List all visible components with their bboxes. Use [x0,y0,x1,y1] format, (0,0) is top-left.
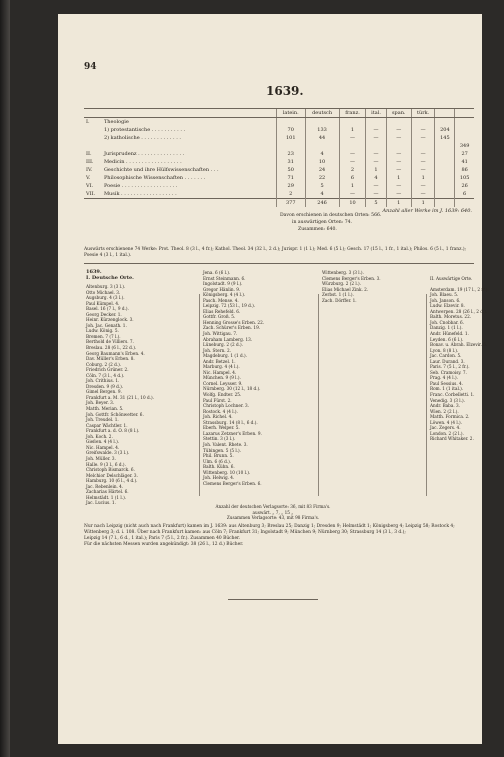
list-item: Henning Grosse's Erben. 22. [203,319,265,325]
list-item: Königsberg. 4 (4 l.). [203,292,246,298]
list-item: München. 9 (9 l.). [203,375,241,381]
list-item: Otto Michael. 3. [86,289,121,295]
list-item: Joh. Treudel. 1. [86,417,119,423]
list-item: Ludw. Elzevir. 8. [430,303,465,309]
list-item: Friedrich Grüner. 2. [86,367,129,373]
table-row: I. Theologie [84,118,474,127]
list-item: Wien. 2 (2 l.). [430,408,459,414]
list-item: Matth. Merian. 5. [86,406,124,412]
table-row: III. Medicin . . . . . . . . . . . . . . . . . . 31 10 — — — — 41 [84,158,474,166]
summary-line-1: Davon erschienen in deutschen Orten: 566. [280,213,382,218]
totals-row: 377 246 10 5 1 1 [84,199,474,208]
list-item: Gießen. 4 (4 l.). [86,439,120,445]
list-item: Strassburg. 14 (8 l., 6 d.). [203,419,258,425]
list-item: Lazarus Zetzner's Erben. 9. [203,430,262,436]
column-foreign-places [430,270,489,459]
left-column-heading [86,270,134,281]
list-item: Coburg. 2 (2 d.). [86,361,122,367]
column-rule [199,294,200,496]
list-item: Georg Decker. 1. [86,311,122,317]
table-row: VII. Musik . . . . . . . . . . . . . . . . . . 2 4 — — — — 6 [84,190,474,199]
list-item: Venedig. 3 (3 l.). [430,397,465,403]
list-item: Melchior Delschläger. 3. [86,472,138,478]
list-item: Clemens Berger's Erben. 3. [322,275,381,281]
list-item: Wittenberg. 3 (3 l.). [322,270,364,275]
list-item: Löwen. 4 (4 l.). [430,419,462,425]
list-item: Joh. Gottfr. Schönwetter. 6. [86,411,144,417]
list-item: Stettin. 3 (3 l.). [203,436,236,442]
list-item: Joh. Richel. 4. [203,414,233,420]
list-item: Jena. 6 (6 l.). [203,270,231,275]
table-row: IV. Geschichte und ihre Hülfswissenschaften . . . 50 24 2 1 — — 86 [84,166,474,174]
list-item: Halle. 9 (3 l., 6 d.). [86,461,126,467]
list-item: Basel. 16 (7 l., 9 d.). [86,306,129,312]
column-german-places-1 [86,284,194,506]
places-totals: Anzahl der deutschen Verlagsorte: 36, mit 83 Firma's. auswärt. „ 7, „ 15 „ Zusammen Verlagsorte: 43, mit 98 Firma's. [215,504,331,521]
total-note-row: Anzahl aller Werke im J. 1639: 640. [382,208,472,214]
col-franz: franz. [339,109,366,118]
list-item: Dav. Müller's Erben. 8. [86,356,135,362]
list-item: Rom. 1 (1 ital.). [430,386,464,392]
list-item: Pasch. Mense. 4. [203,297,239,303]
list-item: Bremen. 7 (7 l.). [86,333,121,339]
list-item: Bonav. u. Abrah. Elzevir. 6. [430,342,488,348]
list-item: Würzburg. 2 (2 l.). [322,281,362,287]
list-item: Jac. Rebenlein. 4. [86,483,124,489]
list-item: Frankfurt a. M. 31 (21 l., 10 d.). [86,394,154,400]
list-item: Jac. Cardon. 5. [430,353,462,359]
statistics-table [84,108,474,215]
footnote: Nur nach Leipzig (nicht auch nach Frankfurt) kamen im J. 1639: aus Altenburg 3; Breslau 25; Danzig 1; Dresden 9; Helmstädt 1; Königsberg 4; Leipzig 58; Rostock 4; Wittenberg 3; d. i. 108. Über nach Frankfurt kamen: aus Cöln 7; Frankfurt 31; Ingolstadt 9; München 9; Nürnberg 30; Strassburg 14 (3 l., 3 d.); Leipzig 14 (7 l., 6 d., 1 ital.); Paris 7 (5 l., 2 fr.). Zusammen 40 Bücher. Für die nächsten Messen wurden angekündigt: 38 (26 l., 12 d.) Bücher. [84,524,455,547]
list-item: Paul Fürst. 2. [203,397,232,403]
list-item: Ludw. König. 5. [86,328,119,334]
list-item: Joh. Müller. 3. [86,455,116,461]
list-item: Dresden. 9 (9 d.). [86,383,124,389]
list-item: Joh. Helwig. 4. [203,475,235,481]
table-row: 1) protestantische . . . . . . . . . . . 70 133 1 — — — 204 [84,126,474,134]
table-row: 349 [84,142,474,150]
list-item: Nic. Hampel. 4. [86,444,120,450]
list-item: Gregor Hänlin. 9. [203,286,241,292]
list-item: Leipzig. 72 (53 l., 19 d.). [203,303,256,309]
list-item: Leyden. 6 (6 l.). [430,336,464,342]
list-item: Nürnberg. 30 (12 l., 18 d.). [203,386,261,392]
summary-line-2: in auswärtigen Orten: 74. [292,220,353,225]
book-page [58,14,489,744]
column-rule [318,294,319,496]
list-item: Caspar Wächtler. 1. [86,422,128,428]
list-item: Gottfr. Groß. 5. [203,314,236,320]
list-item: Georg Baumann's Erben. 4. [86,350,145,356]
list-item [203,486,313,492]
book-binding-edge [0,0,10,757]
list-item: Elias Michael Zink. 2. [322,286,369,292]
list-item: Andr. Betzel. 1. [203,358,236,364]
list-item: Jac. Zegers. 4. [430,425,461,431]
list-item [430,453,480,459]
list-item: Breslau. 28 (6 l., 22 d.). [86,345,137,351]
col-turk: türk. [411,109,435,118]
list-item: Hamburg. 10 (6 l., 4 d.). [86,478,138,484]
list-item: II. Auswärtige Orte. [430,275,473,281]
list-item: Joh. Wittigau. 7. [203,331,238,337]
list-item: Zach. Schürer's Erben. 19. [203,325,261,331]
left-heading-year: 1639. [86,269,102,275]
col-deutsch: deutsch [305,109,339,118]
list-item: Joh. Blaeu. 5. [430,292,459,298]
list-item: Cornel. Leysser. 9. [203,380,243,386]
list-item: Christoph Bismarck. 6. [86,467,135,473]
list-item: Zacharias Härtel. 6. [86,489,129,495]
list-item: Ernst Steinmann. 6. [203,275,246,281]
table-row: V. Philosophische Wissenschaften . . . . . . . 71 22 6 4 1 1 105 [84,174,474,182]
list-item: Andr. Hünefeld. 1. [430,331,469,337]
list-item: Gimel Bergen. 9. [86,389,122,395]
list-item: Amsterdam. 19 (17 l., 2 fr.). [430,286,489,292]
col-ital: ital. [366,109,386,118]
column-german-places-3 [322,270,422,303]
col-span: span. [386,109,411,118]
list-item: Lyon. 8 (8 l.). [430,347,459,353]
table-row: 2) katholische . . . . . . . . . . . . . 101 44 — — — — 145 [84,134,474,142]
list-item: Zerbst. 1 (1 l.). [322,292,354,298]
list-item: Joh. Koch. 2. [86,433,113,439]
list-item: Joh. Stern. 2. [203,347,231,353]
list-item: Augsburg. 4 (3 l.). [86,295,125,301]
list-item: Frankfurt a. d. O. 8 (8 l.). [86,428,140,434]
list-item: Franc. Corbelletti. 1. [430,392,475,398]
list-item: Andr. Baba. 3. [430,403,461,409]
list-item: Paris. 7 (5 l., 2 fr.). [430,364,470,370]
table-row: II. Jurisprudenz . . . . . . . . . . . . . . . 23 4 — — — — 27 [84,150,474,158]
list-item: Abraham Lamberg. 13. [203,336,253,342]
list-item: Joh. Cnobbar. 6. [430,319,465,325]
left-heading-sub: I. Deutsche Orte. [86,274,134,281]
list-item: Laur. Durand. 3. [430,358,465,364]
divider [84,263,474,264]
list-item: Greifswalde. 3 (3 l.). [86,450,130,456]
list-item: Berthold de Villiers. 7. [86,339,134,345]
end-rule [228,599,318,600]
list-item: Jac. Lucius. 1. [86,500,116,506]
list-item: Rostock. 4 (4 l.). [203,408,238,414]
column-german-places-2 [203,270,313,492]
summary-line-3: Zusammen: 640. [298,227,337,232]
list-item: Wolfg. Endter. 25. [203,392,242,398]
page-title: 1639. [266,84,304,98]
list-item: Joh. Beyer. 3. [86,400,115,406]
list-item: Richard Whitaker. 2. [430,436,474,442]
list-item: Magdeburg. 1 (1 d.). [203,353,247,359]
list-item: London. 2 (2 l.). [430,430,464,436]
list-item: Zach. Dörffer. 1. [322,297,357,303]
list-item: Helmstädt. 1 (1 l.). [86,494,127,500]
list-item: Antwerpen. 28 (26 l., 2 d.). [430,308,488,314]
list-item: Phil. Brunn. 5. [203,453,234,459]
list-item: Ulm. 6 (6 d.). [203,458,232,464]
list-item: Balth. Kühn. 6. [203,464,235,470]
auction-note: Auswärts erschienene 74 Werke: Prot. Theol. 8 (3 l., 4 fr.); Kathol. Theol. 34 (32 l., 2 d.); Jurispr. 1 (1 l.); Med. 6 (5 l.); Gesch. 17 (15 l., 1 fr., 1 ital.); Philos. 6 (5 l., 1 franz.); Poesie 4 (3 l., 1 ital.). [84,247,467,258]
list-item: Christoph Lochner. 3. [203,403,250,409]
list-item: Ingolstadt. 9 (9 l.). [203,281,243,287]
list-item: Danzig. 1 (1 l.). [430,325,463,331]
list-item: Lüneburg. 2 (2 d.). [203,342,243,348]
page-number: 94 [84,62,97,72]
list-item: Seb. Cramoisy. 7. [430,369,467,375]
list-item: Joh. Valent. Rhete. 3. [203,441,248,447]
list-item: Joh. Crithius. 1. [86,378,120,384]
list-item: Tübingen. 5 (5 l.). [203,447,241,453]
list-item: Paul Sessius. 4. [430,380,463,386]
list-item: Joh. Janson. 6. [430,297,461,303]
list-item: Cöln. 7 (3 l., 4 d.). [86,372,125,378]
column-rule [426,294,427,496]
list-item: Wittenberg. 10 (10 l.). [203,469,251,475]
list-item: Joh. Jac. Genath. 1. [86,322,127,328]
table-row: VI. Poesie . . . . . . . . . . . . . . . . . . 29 5 1 — — — 26 [84,182,474,190]
list-item: Altenburg. 3 (3 l.). [86,284,126,289]
list-item: Clemens Berger's Erben. 6. [203,480,262,486]
list-item: Eberh. Welper. 5. [203,425,240,431]
list-item: Balth. Moretus. 22. [430,314,472,320]
list-item: Prag. 4 (4 l.). [430,375,458,381]
list-item: Matth. Formica. 2. [430,414,470,420]
list-item: Paul Kümpel. 4. [86,300,120,306]
list-item: Marburg. 4 (4 l.). [203,364,240,370]
list-item: Heinr. Kürzenglock. 3. [86,317,134,323]
list-item: Nic. Hampel. 4. [203,369,237,375]
list-item: Elias Rehefeld. 6. [203,308,241,314]
table-header-row [84,109,474,118]
col-latein: latein. [276,109,305,118]
